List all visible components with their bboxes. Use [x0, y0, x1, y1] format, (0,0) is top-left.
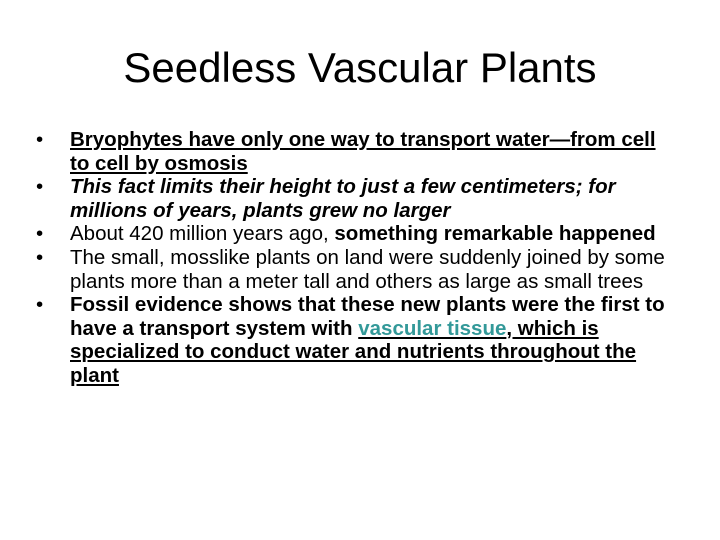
bullet-text: Bryophytes have only one way to transport water—from cell to cell by osmosis	[70, 128, 656, 175]
bullet-icon: •	[36, 222, 44, 246]
bullet-item-3	[36, 222, 676, 246]
vascular-tissue-link[interactable]: vascular tissue	[358, 316, 507, 340]
bullet-icon: •	[36, 293, 44, 317]
bullet-item-1	[36, 128, 676, 175]
bullet-icon: •	[36, 128, 44, 151]
bullet-item-2	[36, 175, 676, 222]
bullet-item-4	[36, 246, 676, 293]
bullet-text-bold: something remarkable happened	[334, 222, 656, 246]
bullet-text-plain: About 420 million years ago,	[70, 222, 335, 246]
bullet-text-bold-underlined: , which is specialized to conduct water and nutrients throughout the plant	[70, 316, 637, 387]
bullet-list	[36, 128, 676, 388]
bullet-icon: •	[36, 245, 44, 269]
bullet-text: This fact limits their height to just a few centimeters; for millions of years, plants grew no larger	[70, 175, 616, 222]
slide-title: Seedless Vascular Plants	[123, 44, 597, 91]
bullet-text-bold: Fossil evidence shows that these new plants were the first to have a transport system with	[70, 293, 665, 340]
bullet-item-5	[36, 293, 676, 387]
bullet-text: The small, mosslike plants on land were suddenly joined by some plants more than a meter tall and others as large as small trees	[70, 245, 665, 293]
bullet-icon: •	[36, 175, 44, 199]
